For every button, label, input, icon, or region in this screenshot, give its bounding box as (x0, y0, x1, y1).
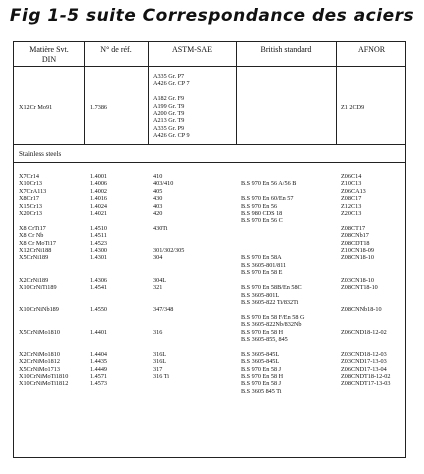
steel-correspondence-table (13, 41, 406, 458)
header-din: Matière Svt. DIN (29, 45, 69, 64)
column-divider (148, 42, 149, 144)
stainless-din: X7Cr14 X10Cr13 X7CrA113 X8Cr17 X15Cr13 X20Cr13 X8 CrTi17 X8 Cr Nb X8 Cr MoTi17 X12CrNi188 X5CrNi189 X2CrNi189 X10CrNiTi189 X10CrNiNb189 X5CrNiMo1810 X2CrNiMo1810 X2CrNiMo1812 X5CrNiMo1713 X10CrNiMoTi1810 X10CrNiMoTi1812 (19, 173, 69, 388)
stainless-ref: 1.4001 1.4006 1.4002 1.4016 1.4024 1.4021 1.4510 1.4511 1.4523 1.4300 1.4301 1.4306 1.4541 1.4550 1.4401 1.4404 1.4435 1.4449 1.4571 1.4573 (90, 173, 108, 388)
stainless-british: B.S 970 En 56 A/56 B B.S 970 En 60/En 57 B.S 970 En 56 B.S 980 CDS 18 B.S 970 En 56 C B.S 970 En 58A B.S 3605-801/811 B.S 970 En 58 E B.S 970 En 58B/En 58C B.S 3605-801L B.S 3605-822 Ti/832Ti B.S 970 En 58 F/En 58 G B.S 3605-822Nb/832Nb B.S 970 En 58 H B.S 3605-855, 845 B.S 3605-845L B.S 3605-845L B.S 970 En 58 J B.S 970 En 58 H B.S 970 En 58 J B.S 3605 845 Ti (241, 180, 305, 395)
header-ref: N° de réf. (100, 45, 132, 54)
page-title: Fig 1-5 suite Correspondance des aciers (9, 6, 415, 26)
top-astm: A335 Gr. P7 A426 Gr. CP 7 A182 Gr. F9 A199 Gr. T9 A200 Gr. T9 A213 Gr. T9 A335 Gr. P9 A426 Gr. CP 9 (153, 73, 190, 140)
header-divider (14, 66, 405, 67)
top-din: X12Cr Mo91 (19, 104, 53, 111)
section-divider (14, 144, 405, 145)
top-ref: 1.7386 (90, 104, 108, 111)
section-label-divider (14, 162, 405, 163)
column-divider (236, 42, 237, 144)
header-british: British standard (260, 45, 312, 54)
top-afnor: Z1 2CD9 (341, 104, 365, 111)
column-divider (336, 42, 337, 144)
stainless-afnor: Z06C14 Z10C13 Z06CA13 Z08C17 Z12C13 Z20C13 Z08CT17 Z08CNb17 Z08CDT18 Z10CN18-09 Z08CN18-10 Z03CN18-10 Z08CNT18-10 Z08CNNb18-10 Z06CND18-12-02 Z03CND18-12-03 Z03CND17-13-03 Z06CND17-13-04 Z08CNDT18-12-02 Z08CNDT17-13-03 (341, 173, 391, 388)
stainless-astm: 410 403/410 405 430 403 420 430Ti 301/302/305 304 304L 321 347/348 316 316L 316L 317 316 Ti (153, 173, 185, 380)
header-afnor: AFNOR (357, 45, 386, 54)
section-label: Stainless steels (19, 150, 62, 158)
column-divider (84, 42, 85, 144)
header-astm: ASTM-SAE (171, 45, 212, 54)
